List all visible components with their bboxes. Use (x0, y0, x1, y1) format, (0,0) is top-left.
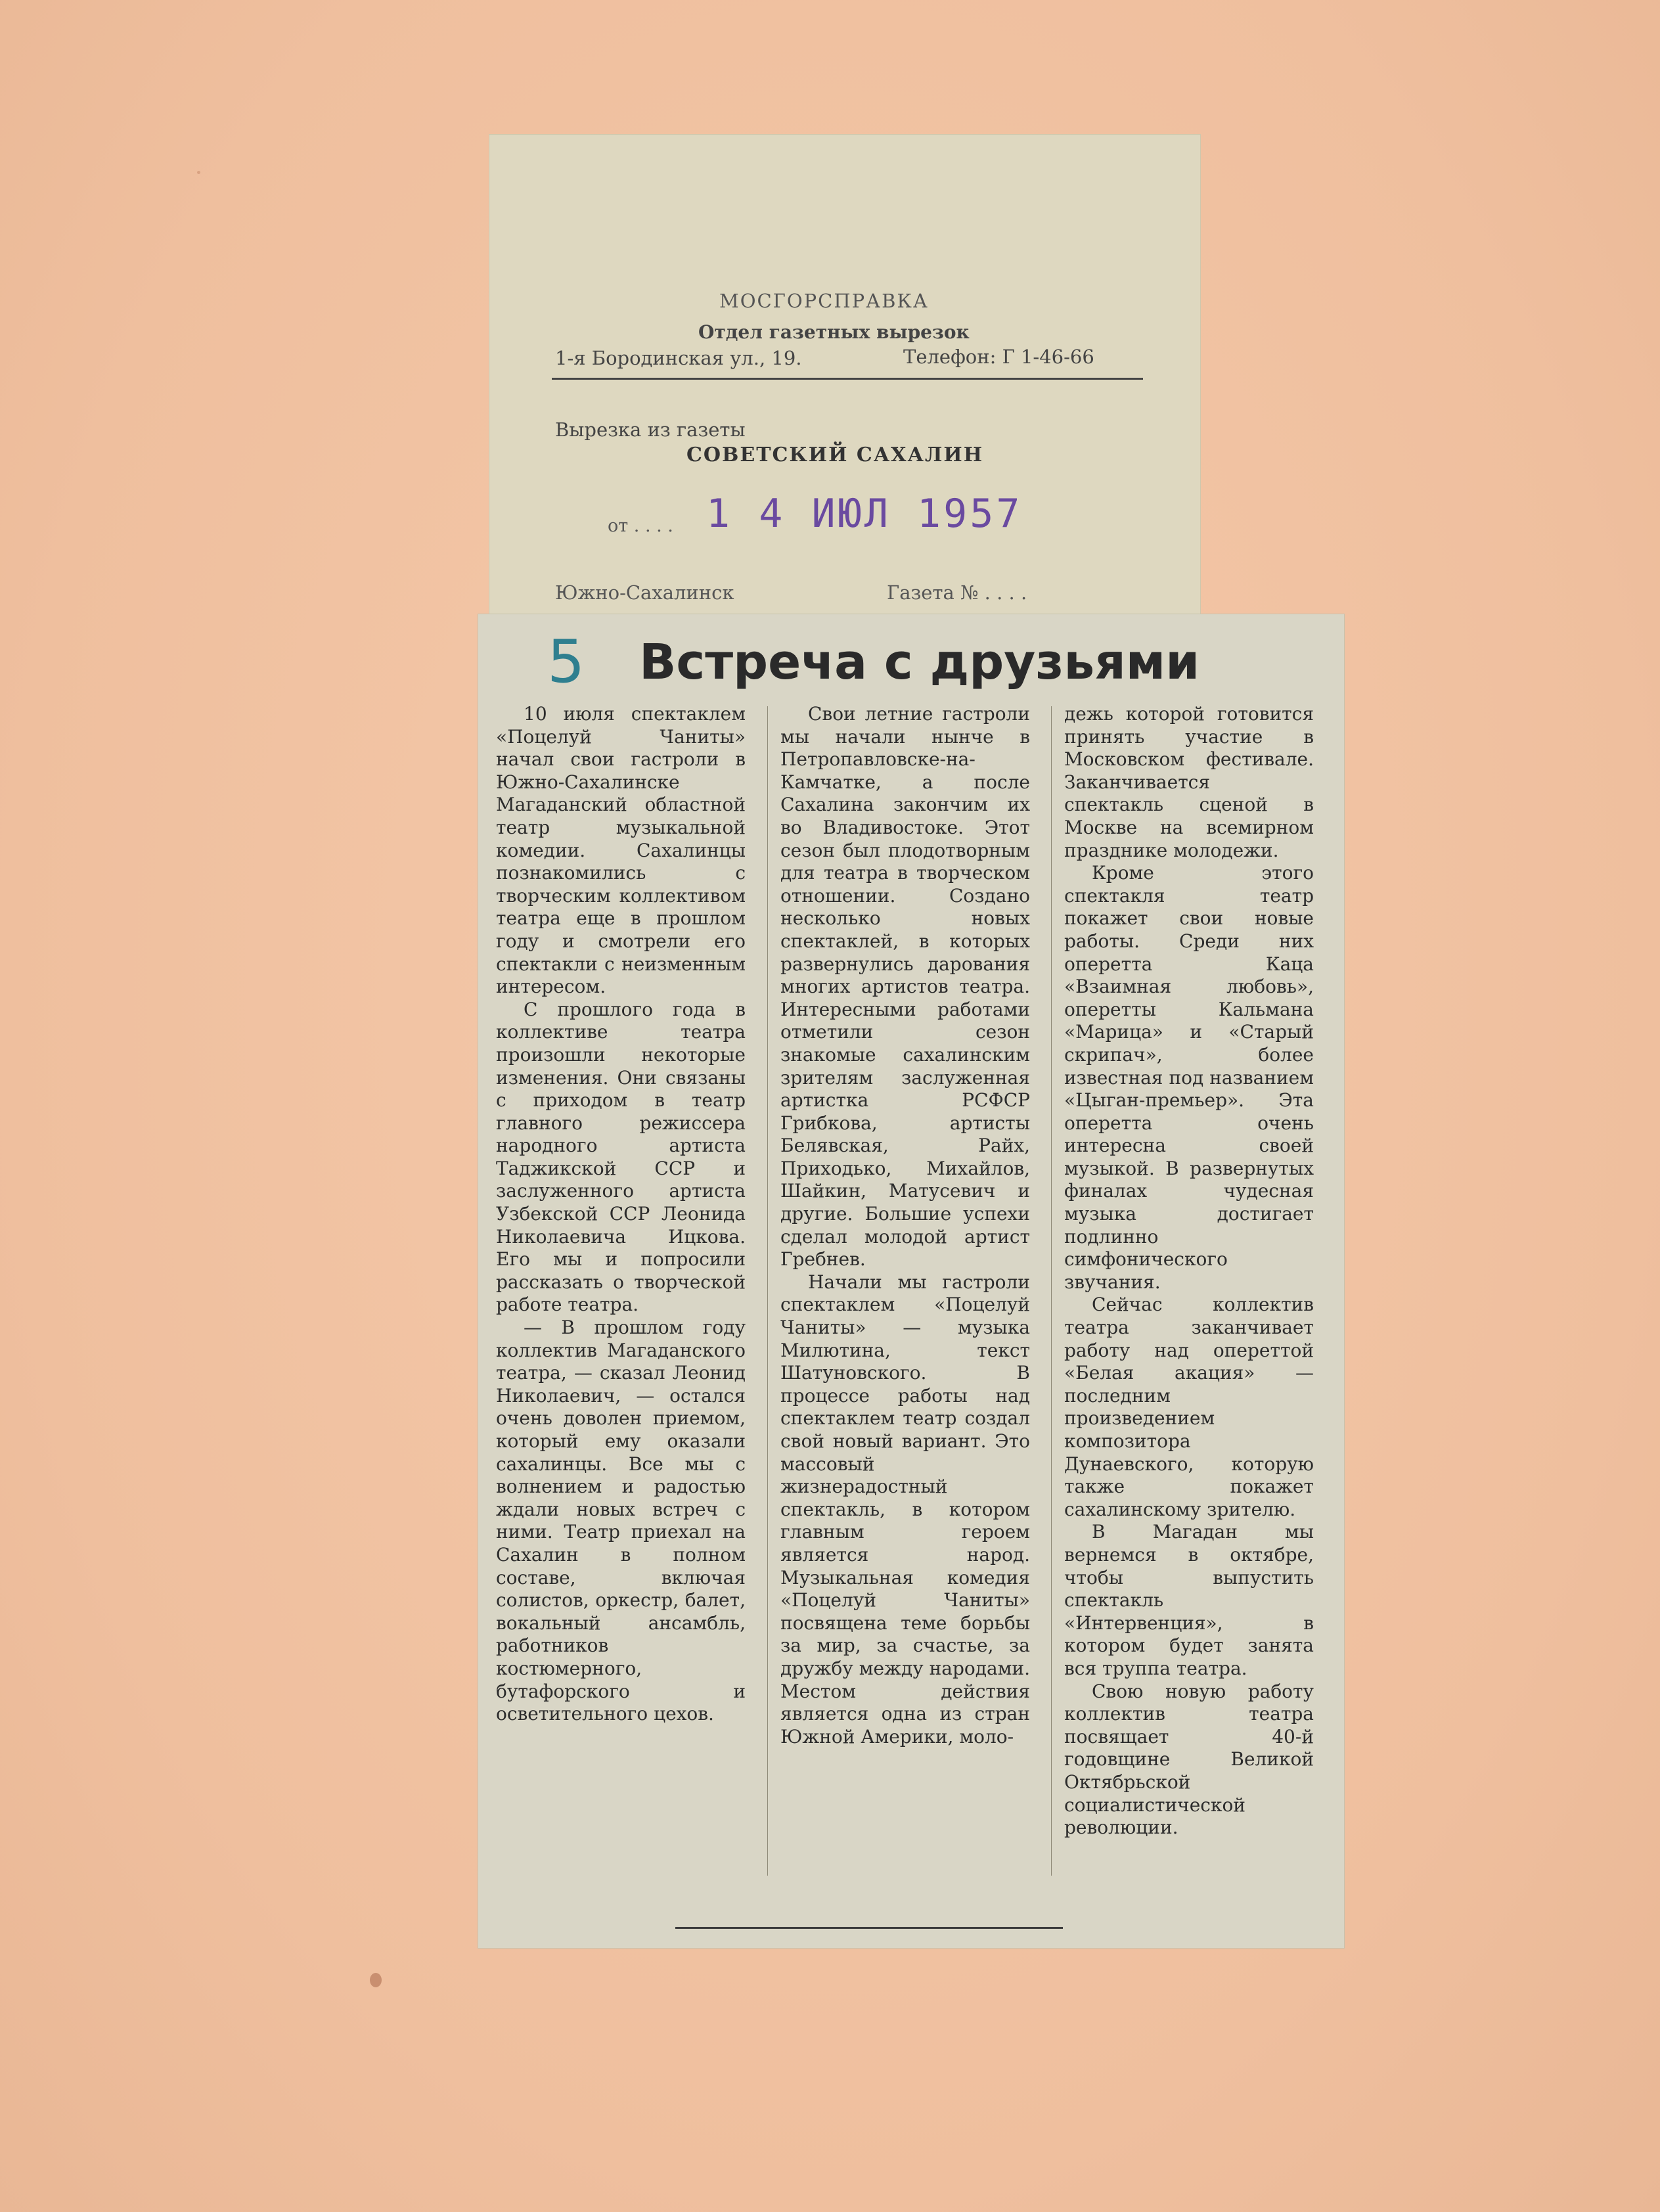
end-rule (675, 1927, 1063, 1929)
newspaper-clipping (478, 614, 1344, 1948)
paragraph: Свои летние гастроли мы начали нынче в Петропавловске-на-Камчатке, а после Сахалина закончим их во Владивостоке. Этот сезон был плодотворным для театра в творческом отношении. Создано несколько новых спектаклей, в которых развернулись дарования многих артистов театра. Интересными работами отметили сезон знакомые сахалинским зрителям заслуженная артистка РСФСР Грибкова, артисты Белявская, Райх, Приходько, Михайлов, Шайкин, Матусевич и другие. Большие успехи сделал молодой артист Гребнев. (780, 703, 1030, 1271)
issue-number-label: Газета № . . . . (887, 581, 1027, 604)
stamp-divider (552, 378, 1143, 380)
paragraph: Сейчас коллектив театра заканчивает работу над опереттой «Белая акация» — последним произведением композитора Дунаевского, которую также покажет сахалинскому зрителю. (1064, 1294, 1314, 1520)
column-divider (1051, 706, 1052, 1876)
article-column-1 (496, 703, 746, 1899)
article-headline: Встреча с друзьями (639, 634, 1200, 690)
paragraph: — В прошлом году коллектив Магаданского театра, — сказал Леонид Николаевич, — остался очень доволен приемом, который ему оказали сахалинцы. Все мы с волнением и радостью ждали новых встреч с ними. Театр приехал на Сахалин в полном составе, включая солистов, оркестр, балет, вокальный ансамбль, работников костюмерного, бутафорского и осветительного цехов. (496, 1317, 746, 1725)
agency-phone: Телефон: Г 1-46-66 (903, 346, 1094, 368)
paragraph: С прошлого года в коллективе театра произошли некоторые изменения. Они связаны с приходом в театр главного режиссера народного артиста Таджикской ССР и заслуженного артиста Узбекской ССР Леонида Николаевича Ицкова. Его мы и попросили рассказать о творческой работе театра. (496, 998, 746, 1316)
department-name: Отдел газетных вырезок (698, 321, 970, 343)
paragraph: Кроме этого спектакля театр покажет свои новые работы. Среди них оперетта Каца «Взаимная любовь», оперетты Кальмана «Марица» и «Старый скрипач», более известная под названием «Цыган-премьер». Эта оперетта очень интересна своей музыкой. В развернутых финалах чудесная музыка достигает подлинно симфонического звучания. (1064, 862, 1314, 1293)
cutting-label: Вырезка из газеты (555, 418, 746, 441)
agency-address: 1-я Бородинская ул., 19. (555, 347, 802, 369)
from-label: от . . . . (608, 516, 673, 536)
paragraph: Начали мы гастроли спектаклем «Поцелуй Чаниты» — музыка Милютина, текст Шатуновского. В процессе работы над спектаклем театр создал свой новый вариант. Это массовый жизнерадостный спектакль, в котором главным героем является народ. Музыкальная комедия «Поцелуй Чаниты» посвящена теме борьбы за мир, за счастье, за дружбу между народами. Местом действия является одна из стран Южной Америки, моло- (780, 1271, 1030, 1748)
newspaper-name: СОВЕТСКИЙ САХАЛИН (686, 443, 984, 466)
city-label: Южно-Сахалинск (555, 581, 734, 604)
date-stamp: 1 4 ИЮЛ 1957 (706, 491, 1023, 537)
article-column-3 (1064, 703, 1314, 1899)
agency-stamp-slip (489, 135, 1200, 621)
article-column-2 (780, 703, 1030, 1899)
paragraph: Свою новую работу коллектив театра посвящает 40-й годовщине Великой Октябрьской социалистической революции. (1064, 1680, 1314, 1839)
column-divider (767, 706, 768, 1876)
paragraph: 10 июля спектаклем «Поцелуй Чаниты» начал свои гастроли в Южно-Сахалинске Магаданский областной театр музыкальной комедии. Сахалинцы познакомились с творческим коллективом театра еще в прошлом году и смотрели его спектакли с неизменным интересом. (496, 703, 746, 998)
paragraph: В Магадан мы вернемся в октябре, чтобы выпустить спектакль «Интервенция», в котором будет занята вся труппа театра. (1064, 1521, 1314, 1679)
pen-tick-mark: 5 (547, 627, 585, 696)
agency-name: МОСГОРСПРАВКА (719, 290, 929, 312)
paragraph: дежь которой готовится принять участие в Московском фестивале. Заканчивается спектакль сценой в Москве на всемирном празднике молодежи. (1064, 703, 1314, 861)
stain-spot (197, 171, 200, 174)
stain-spot (370, 1973, 382, 1987)
